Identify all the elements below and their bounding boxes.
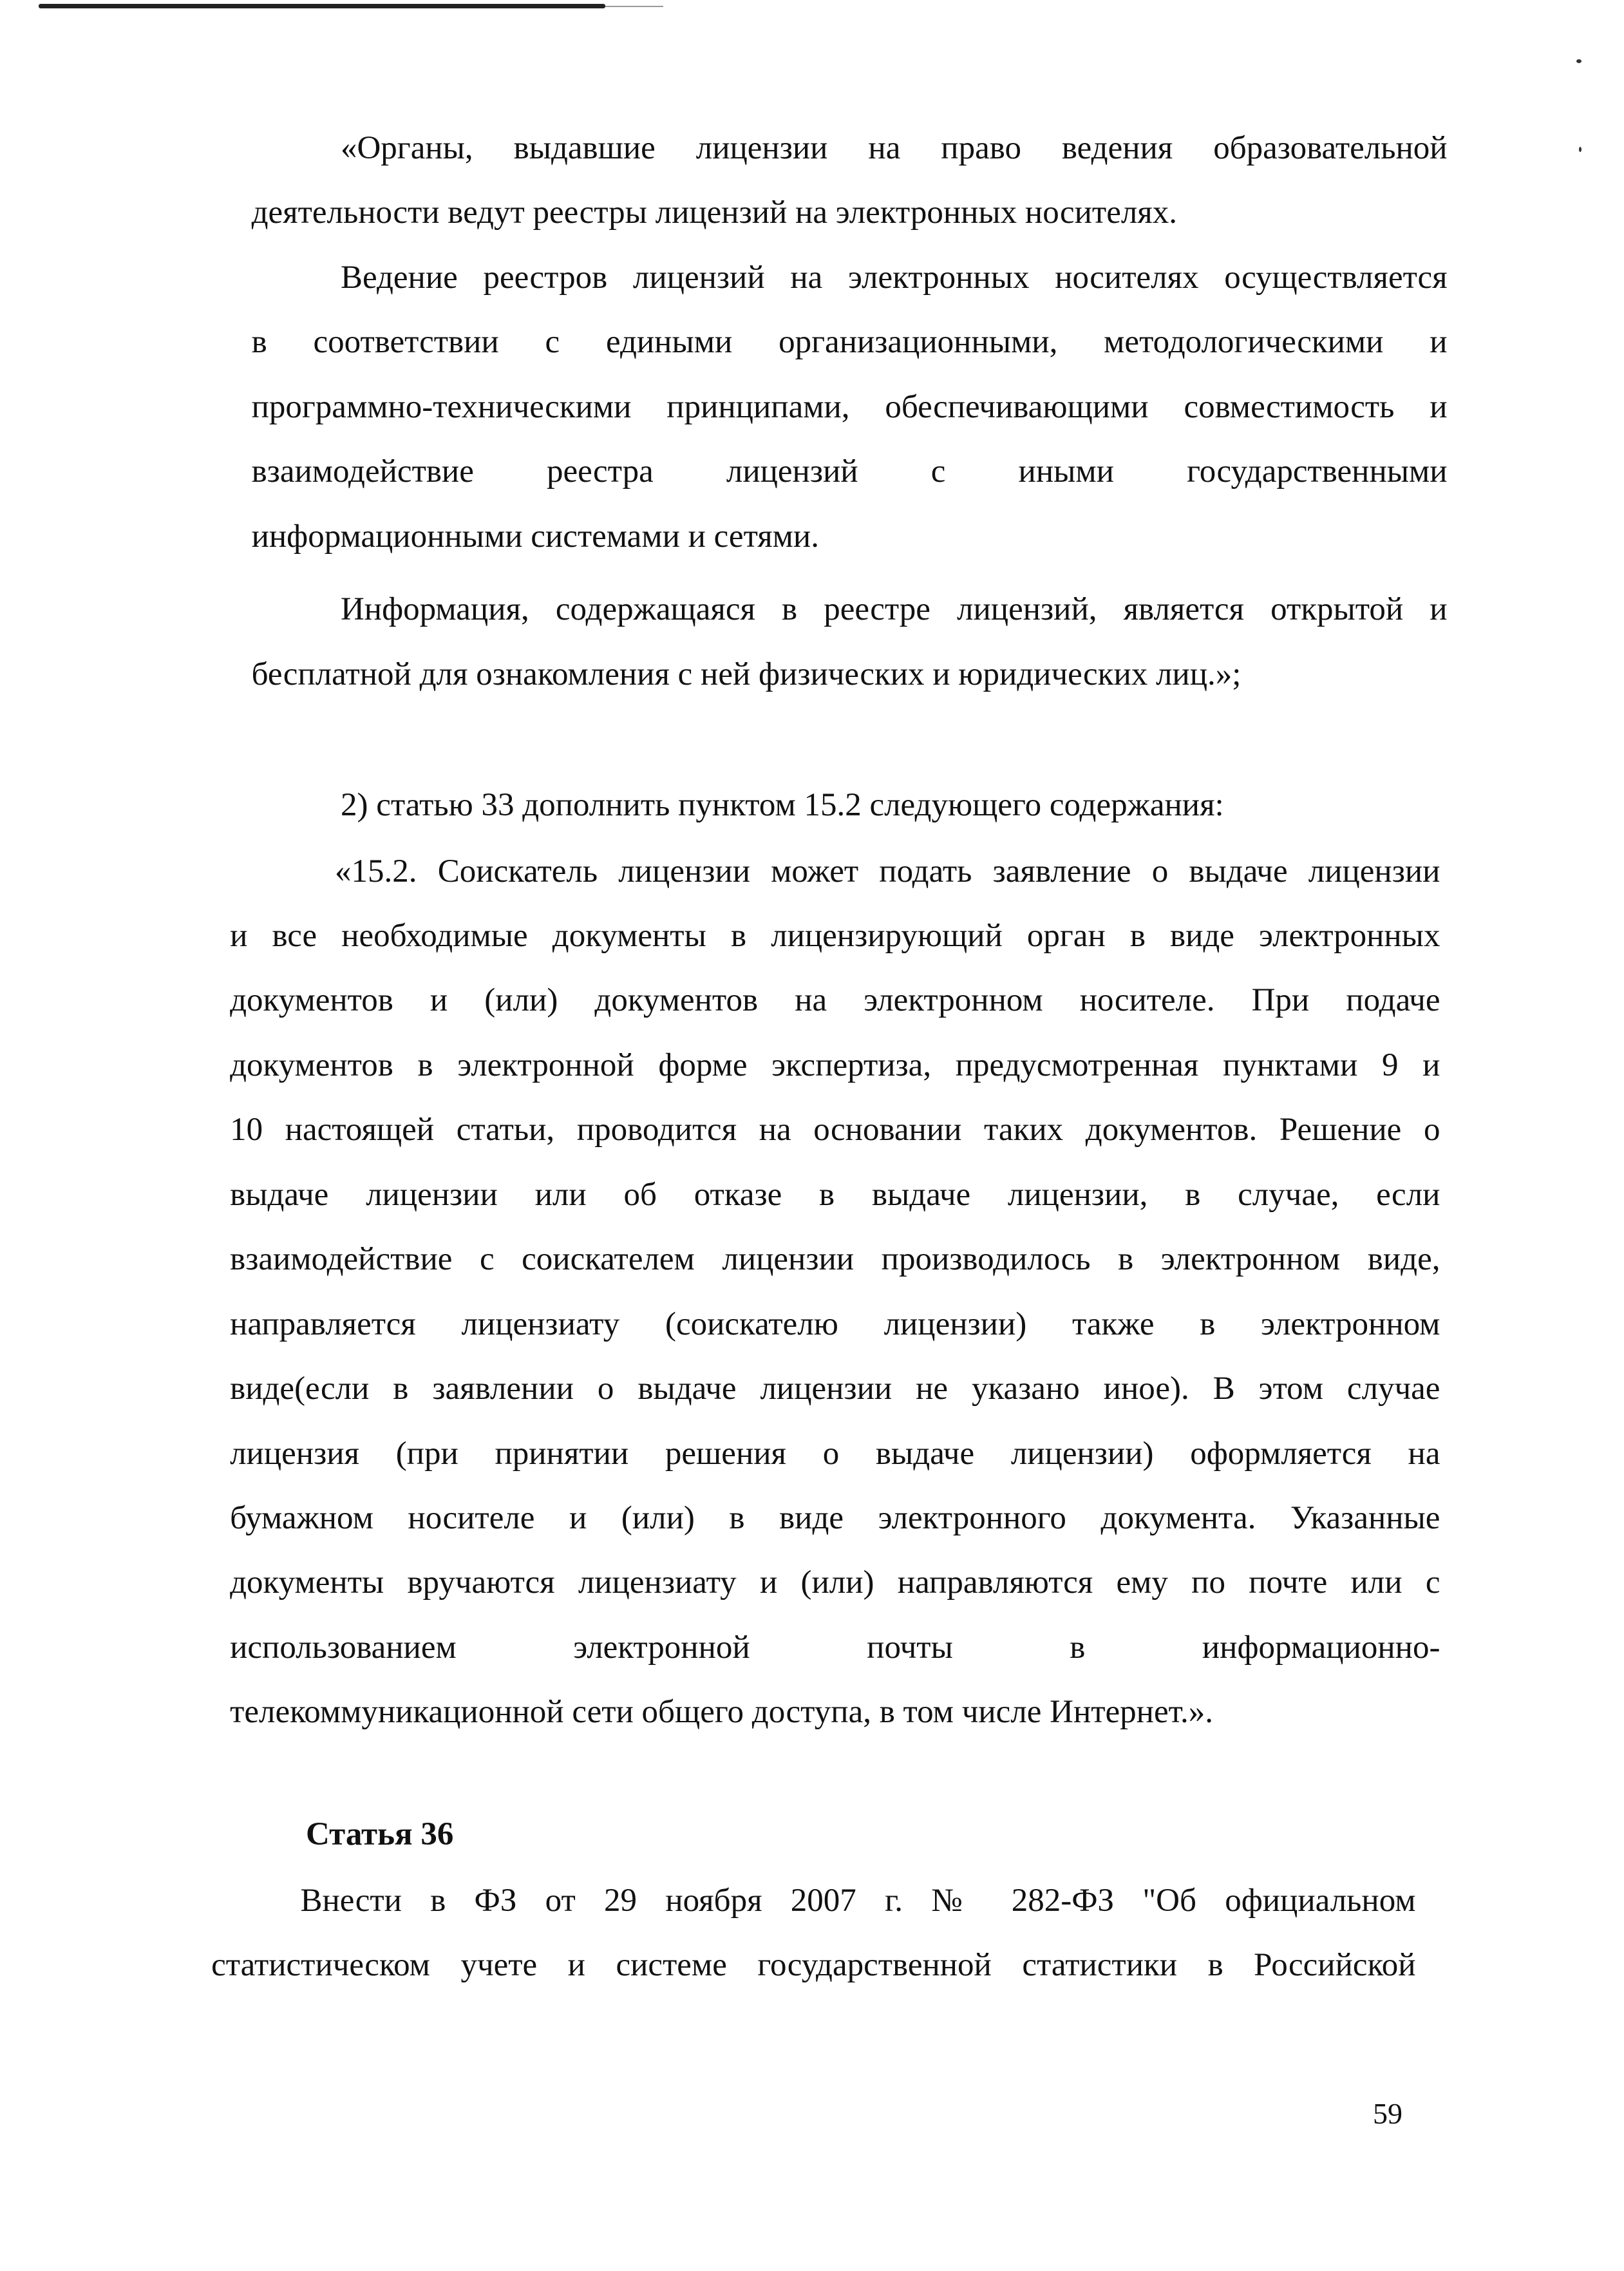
article-heading: Статья 36 — [306, 1816, 454, 1852]
text-line: документов и (или) документов на электронном носителе. При подаче — [230, 982, 1440, 1019]
text-line: информационными системами и сетями. — [251, 518, 819, 555]
text-line: телекоммуникационной сети общего доступа, в том числе Интернет.». — [230, 1694, 1214, 1731]
text-line: статистическом учете и системе государственной статистики в Российской — [211, 1947, 1416, 1984]
text-line: «15.2. Соискатель лицензии может подать заявление о выдаче лицензии — [335, 853, 1440, 889]
text-line: Ведение реестров лицензий на электронных носителях осуществляется — [340, 259, 1448, 296]
scan-artifact-bar — [39, 4, 605, 8]
text-line: программно-техническими принципами, обеспечивающими совместимость и — [251, 388, 1448, 425]
scan-artifact-line — [605, 6, 663, 7]
text-line: 2) статью 33 дополнить пунктом 15.2 следующего содержания: — [340, 786, 1224, 823]
text-line: деятельности ведут реестры лицензий на электронных носителях. — [251, 195, 1178, 231]
text-line: Информация, содержащаяся в реестре лицензий, является открытой и — [340, 591, 1448, 628]
scan-speck — [1576, 59, 1582, 63]
page-number: 59 — [1373, 2097, 1402, 2130]
text-line: виде(если в заявлении о выдаче лицензии не указано иное). В этом случае — [230, 1371, 1440, 1407]
text-line: бесплатной для ознакомления с ней физических и юридических лиц.»; — [251, 656, 1242, 692]
text-line: документы вручаются лицензиату и (или) направляются ему по почте или с — [230, 1564, 1440, 1601]
text-line: выдаче лицензии или об отказе в выдаче лицензии, в случае, если — [230, 1176, 1440, 1213]
text-line: направляется лицензиату (соискателю лицензии) также в электронном — [230, 1306, 1440, 1342]
text-line: 10 настоящей статьи, проводится на основании таких документов. Решение о — [230, 1112, 1440, 1148]
text-line: в соответствии с едиными организационными, методологическими и — [251, 324, 1448, 361]
text-line: «Органы, выдавшие лицензии на право ведения образовательной — [340, 129, 1448, 166]
text-line: Внести в ФЗ от 29 ноября 2007 г. № 282-ФЗ "Об официальном — [300, 1882, 1416, 1919]
scan-speck — [1579, 147, 1582, 152]
text-line: взаимодействие с соискателем лицензии производилось в электронном виде, — [230, 1241, 1440, 1278]
text-line: взаимодействие реестра лицензий с иными государственными — [251, 453, 1448, 490]
text-line: лицензия (при принятии решения о выдаче лицензии) оформляется на — [230, 1435, 1440, 1472]
text-line: использованием электронной почты в информационно- — [230, 1629, 1440, 1666]
text-line: бумажном носителе и (или) в виде электронного документа. Указанные — [230, 1499, 1440, 1536]
text-line: и все необходимые документы в лицензирующий орган в виде электронных — [230, 918, 1440, 955]
text-line: документов в электронной форме экспертиза, предусмотренная пунктами 9 и — [230, 1047, 1440, 1083]
